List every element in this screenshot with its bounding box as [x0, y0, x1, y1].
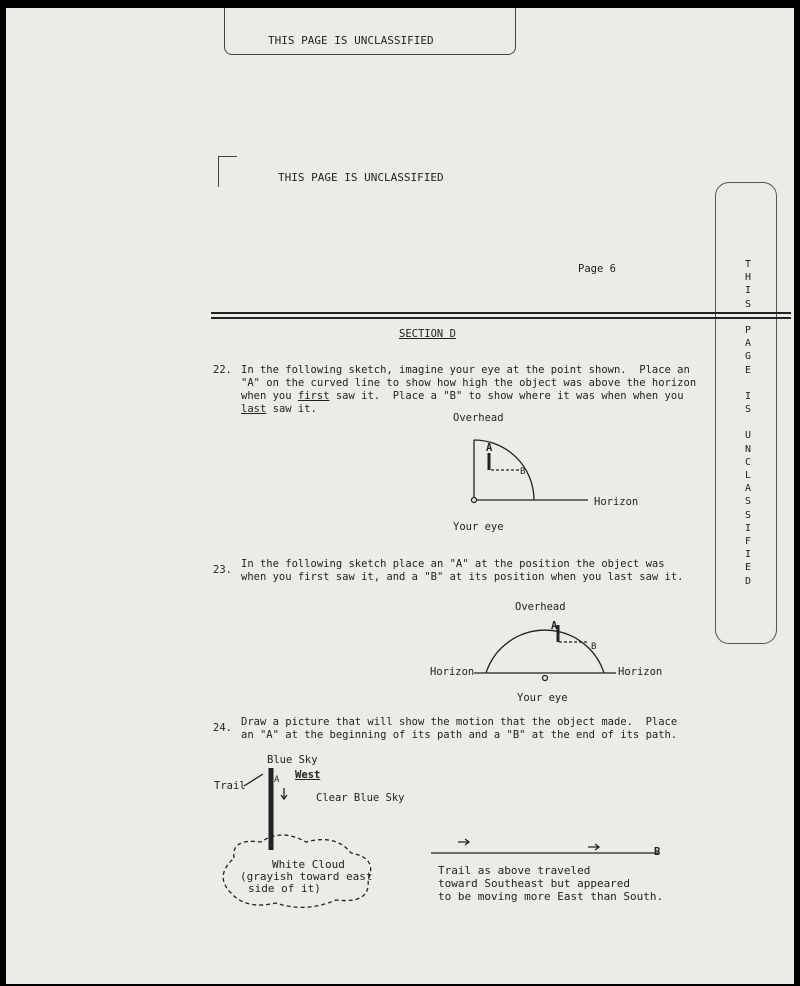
q23-mark-b: B — [591, 642, 597, 652]
q22-horizon-label: Horizon — [594, 496, 639, 508]
q22-diagram — [472, 440, 589, 503]
q24-clear-label: Clear Blue Sky — [316, 792, 405, 804]
q24-drawing — [223, 768, 661, 907]
q22-line4: last saw it. — [241, 403, 317, 415]
header-top: THIS PAGE IS UNCLASSIFIED — [268, 34, 434, 47]
sketch-layer — [6, 8, 794, 984]
side-banner-letter: E — [745, 364, 752, 376]
q23-eye-label: Your eye — [517, 692, 568, 704]
side-banner-letter: S — [745, 298, 752, 310]
side-banner-letter: I — [745, 549, 752, 561]
side-banner-letter: S — [745, 404, 752, 416]
q24-arrow-1 — [458, 839, 469, 845]
q23-line2: when you first saw it, and a "B" at its position when you last saw it. — [241, 571, 684, 583]
side-banner-letter: I — [745, 522, 752, 534]
q22-overhead-label: Overhead — [453, 412, 504, 424]
q24-line2: an "A" at the beginning of its path and a "B" at the end of its path. — [241, 729, 678, 741]
q22-eye-label: Your eye — [453, 521, 504, 533]
side-banner-letter: I — [745, 390, 752, 402]
side-banner-letter: S — [745, 496, 752, 508]
q24-trail-label: Trail — [214, 780, 246, 792]
side-banner-letter: D — [745, 575, 752, 587]
q24-west-label: West — [295, 769, 321, 781]
document-page — [6, 8, 794, 984]
side-banner-letter: C — [745, 456, 752, 468]
side-banner-letter: I — [745, 285, 752, 297]
q23-mark-a: A — [551, 620, 558, 632]
q24-trail-pointer — [244, 774, 263, 786]
q23-overhead-label: Overhead — [515, 601, 566, 613]
q22-number: 22. — [213, 364, 232, 376]
side-banner-letter: P — [745, 324, 752, 336]
q24-mark-a: A — [274, 775, 280, 785]
q23-arc — [486, 630, 604, 673]
side-banner-letter: A — [745, 338, 752, 350]
side-banner-letter: F — [745, 535, 752, 547]
q23-number: 23. — [213, 564, 232, 576]
q23-line1: In the following sketch place an "A" at the position the object was — [241, 558, 665, 570]
q24-cloud-line1: White Cloud — [272, 858, 345, 871]
q22-mark-b: B — [520, 467, 526, 477]
side-banner-letter: L — [745, 470, 752, 481]
q23-diagram — [474, 625, 616, 681]
q24-cloud-line2: (grayish toward east — [240, 870, 373, 883]
q24-number: 24. — [213, 722, 232, 734]
side-banner-letter: N — [745, 443, 752, 455]
side-banner-letter: S — [745, 509, 752, 521]
side-banner-letter: A — [745, 483, 752, 495]
q23-horizon-right-label: Horizon — [618, 666, 663, 678]
page-number: Page 6 — [578, 263, 616, 275]
side-banner-letter: T — [745, 259, 752, 270]
header-second: THIS PAGE IS UNCLASSIFIED — [278, 171, 444, 184]
q22-line1: In the following sketch, imagine your eye at the point shown. Place an — [241, 364, 690, 376]
q22-eye-point — [472, 498, 477, 503]
q23-eye-point — [543, 676, 548, 681]
q24-mark-b: B — [654, 846, 661, 858]
side-banner-letter: G — [745, 351, 752, 363]
q24-cloud-line3: side of it) — [248, 882, 321, 895]
q24-note-line3: to be moving more East than South. — [438, 890, 664, 903]
side-banner-letter: E — [745, 562, 752, 574]
q22-line2: "A" on the curved line to show how high the object was above the horizon — [241, 377, 697, 389]
q24-blue-sky-label: Blue Sky — [267, 754, 318, 766]
section-title: SECTION D — [399, 328, 456, 340]
q24-note-line1: Trail as above traveled — [438, 864, 591, 877]
q22-line3: when you first saw it. Place a "B" to show where it was when when you — [241, 390, 684, 402]
q24-cloud-outline — [223, 835, 371, 907]
side-banner-letter: H — [745, 272, 752, 284]
q24-line1: Draw a picture that will show the motion that the object made. Place — [241, 716, 678, 728]
side-banner-letter: U — [745, 430, 752, 442]
q23-horizon-left-label: Horizon — [430, 666, 475, 678]
q22-mark-a: A — [486, 442, 493, 454]
q24-note-line2: toward Southeast but appeared — [438, 877, 631, 890]
q24-arrow-2 — [588, 844, 599, 850]
